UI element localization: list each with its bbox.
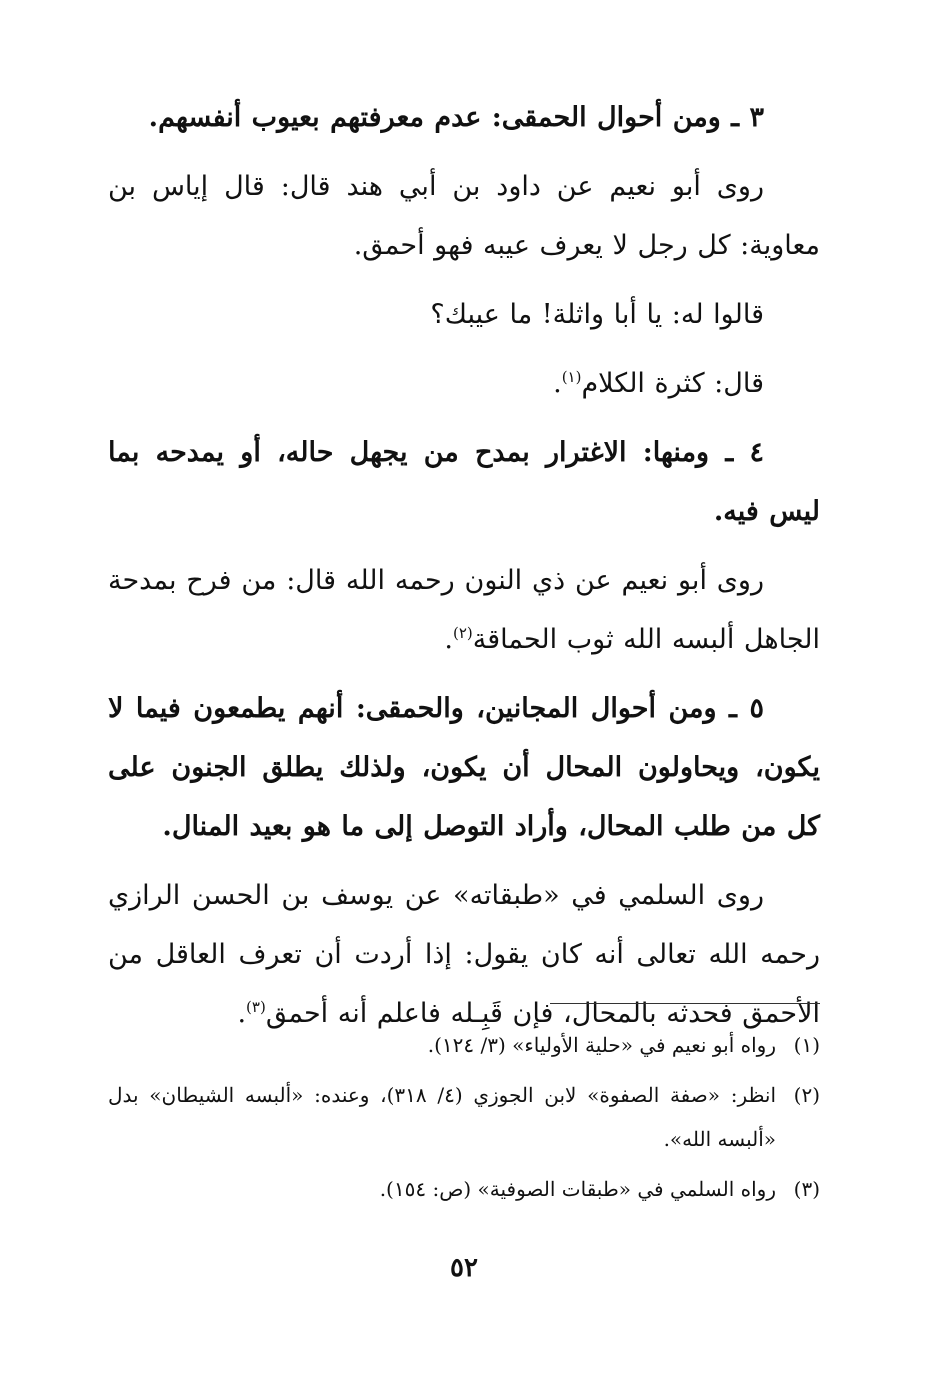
paragraph-answer-text: قال: كثرة الكلام (581, 368, 764, 399)
footnote-ref-3[interactable]: (٣) (246, 998, 266, 1016)
heading-3 (108, 88, 820, 147)
footnote-1-number: (١) (793, 1033, 820, 1057)
footnote-separator (550, 1003, 820, 1004)
paragraph-sulami-text: روى السلمي في «طبقاته» عن يوسف بن الحسن الرازي رحمه الله تعالى أنه كان يقول: إذا أردت أن تعرف العاقل من الأحمق فحدثه بالمحال، فإن قَبِـله فاعلم أنه أحمق (108, 880, 820, 1029)
footnote-3 (108, 1167, 820, 1211)
paragraph-iyas (108, 157, 820, 275)
footnote-2-number: (٢) (793, 1083, 820, 1107)
paragraph-sulami (108, 866, 820, 1043)
heading-5-text: ٥ ـ ومن أحوال المجانين، والحمقى: أنهم يطمعون فيما لا يكون، ويحاولون المحال أن يكون، ولذلك يطلق الجنون على كل من طلب المحال، وأراد التوصل إلى ما هو بعيد المنال. (108, 693, 820, 842)
page-body (108, 88, 820, 1288)
paragraph-question (108, 285, 820, 344)
footnote-1 (108, 1023, 820, 1067)
paragraph-answer (108, 354, 820, 413)
paragraph-dhun-nun (108, 551, 820, 669)
paragraph-question-text: قالوا له: يا أبا واثلة! ما عيبك؟ (430, 299, 764, 330)
footnote-2-text: انظر: «صفة الصفوة» لابن الجوزي (٤/ ٣١٨)، وعنده: «ألبسه الشيطان» بدل «ألبسه الله». (108, 1083, 777, 1151)
heading-4-text: ٤ ـ ومنها: الاغترار بمدح من يجهل حاله، أو يمدحه بما ليس فيه. (108, 437, 820, 527)
page-number: ٥٢ (450, 1253, 478, 1283)
heading-3-text: ٣ ـ ومن أحوال الحمقى: عدم معرفتهم بعيوب أنفسهم. (148, 102, 764, 133)
footnote-ref-1[interactable]: (١) (561, 368, 582, 386)
footnote-3-text: رواه السلمي في «طبقات الصوفية» (ص: ١٥٤). (379, 1177, 776, 1201)
footnotes (108, 1023, 820, 1217)
paragraph-dhun-nun-text: روى أبو نعيم عن ذي النون رحمه الله قال: من فرح بمدحة الجاهل ألبسه الله ثوب الحماقة (108, 565, 820, 655)
heading-4 (108, 423, 820, 541)
heading-5 (108, 679, 820, 856)
paragraph-iyas-text: روى أبو نعيم عن داود بن أبي هند قال: قال إياس بن معاوية: كل رجل لا يعرف عيبه فهو أحمق. (108, 171, 820, 261)
paragraph-dhun-nun-tail: . (444, 624, 453, 655)
footnote-2 (108, 1073, 820, 1161)
footnote-1-text: رواه أبو نعيم في «حلية الأولياء» (٣/ ١٢٤). (427, 1033, 776, 1057)
paragraph-answer-tail: . (553, 368, 562, 399)
paragraph-sulami-tail: . (237, 998, 247, 1029)
footnote-3-number: (٣) (793, 1177, 820, 1201)
footnote-ref-2[interactable]: (٢) (452, 624, 473, 642)
